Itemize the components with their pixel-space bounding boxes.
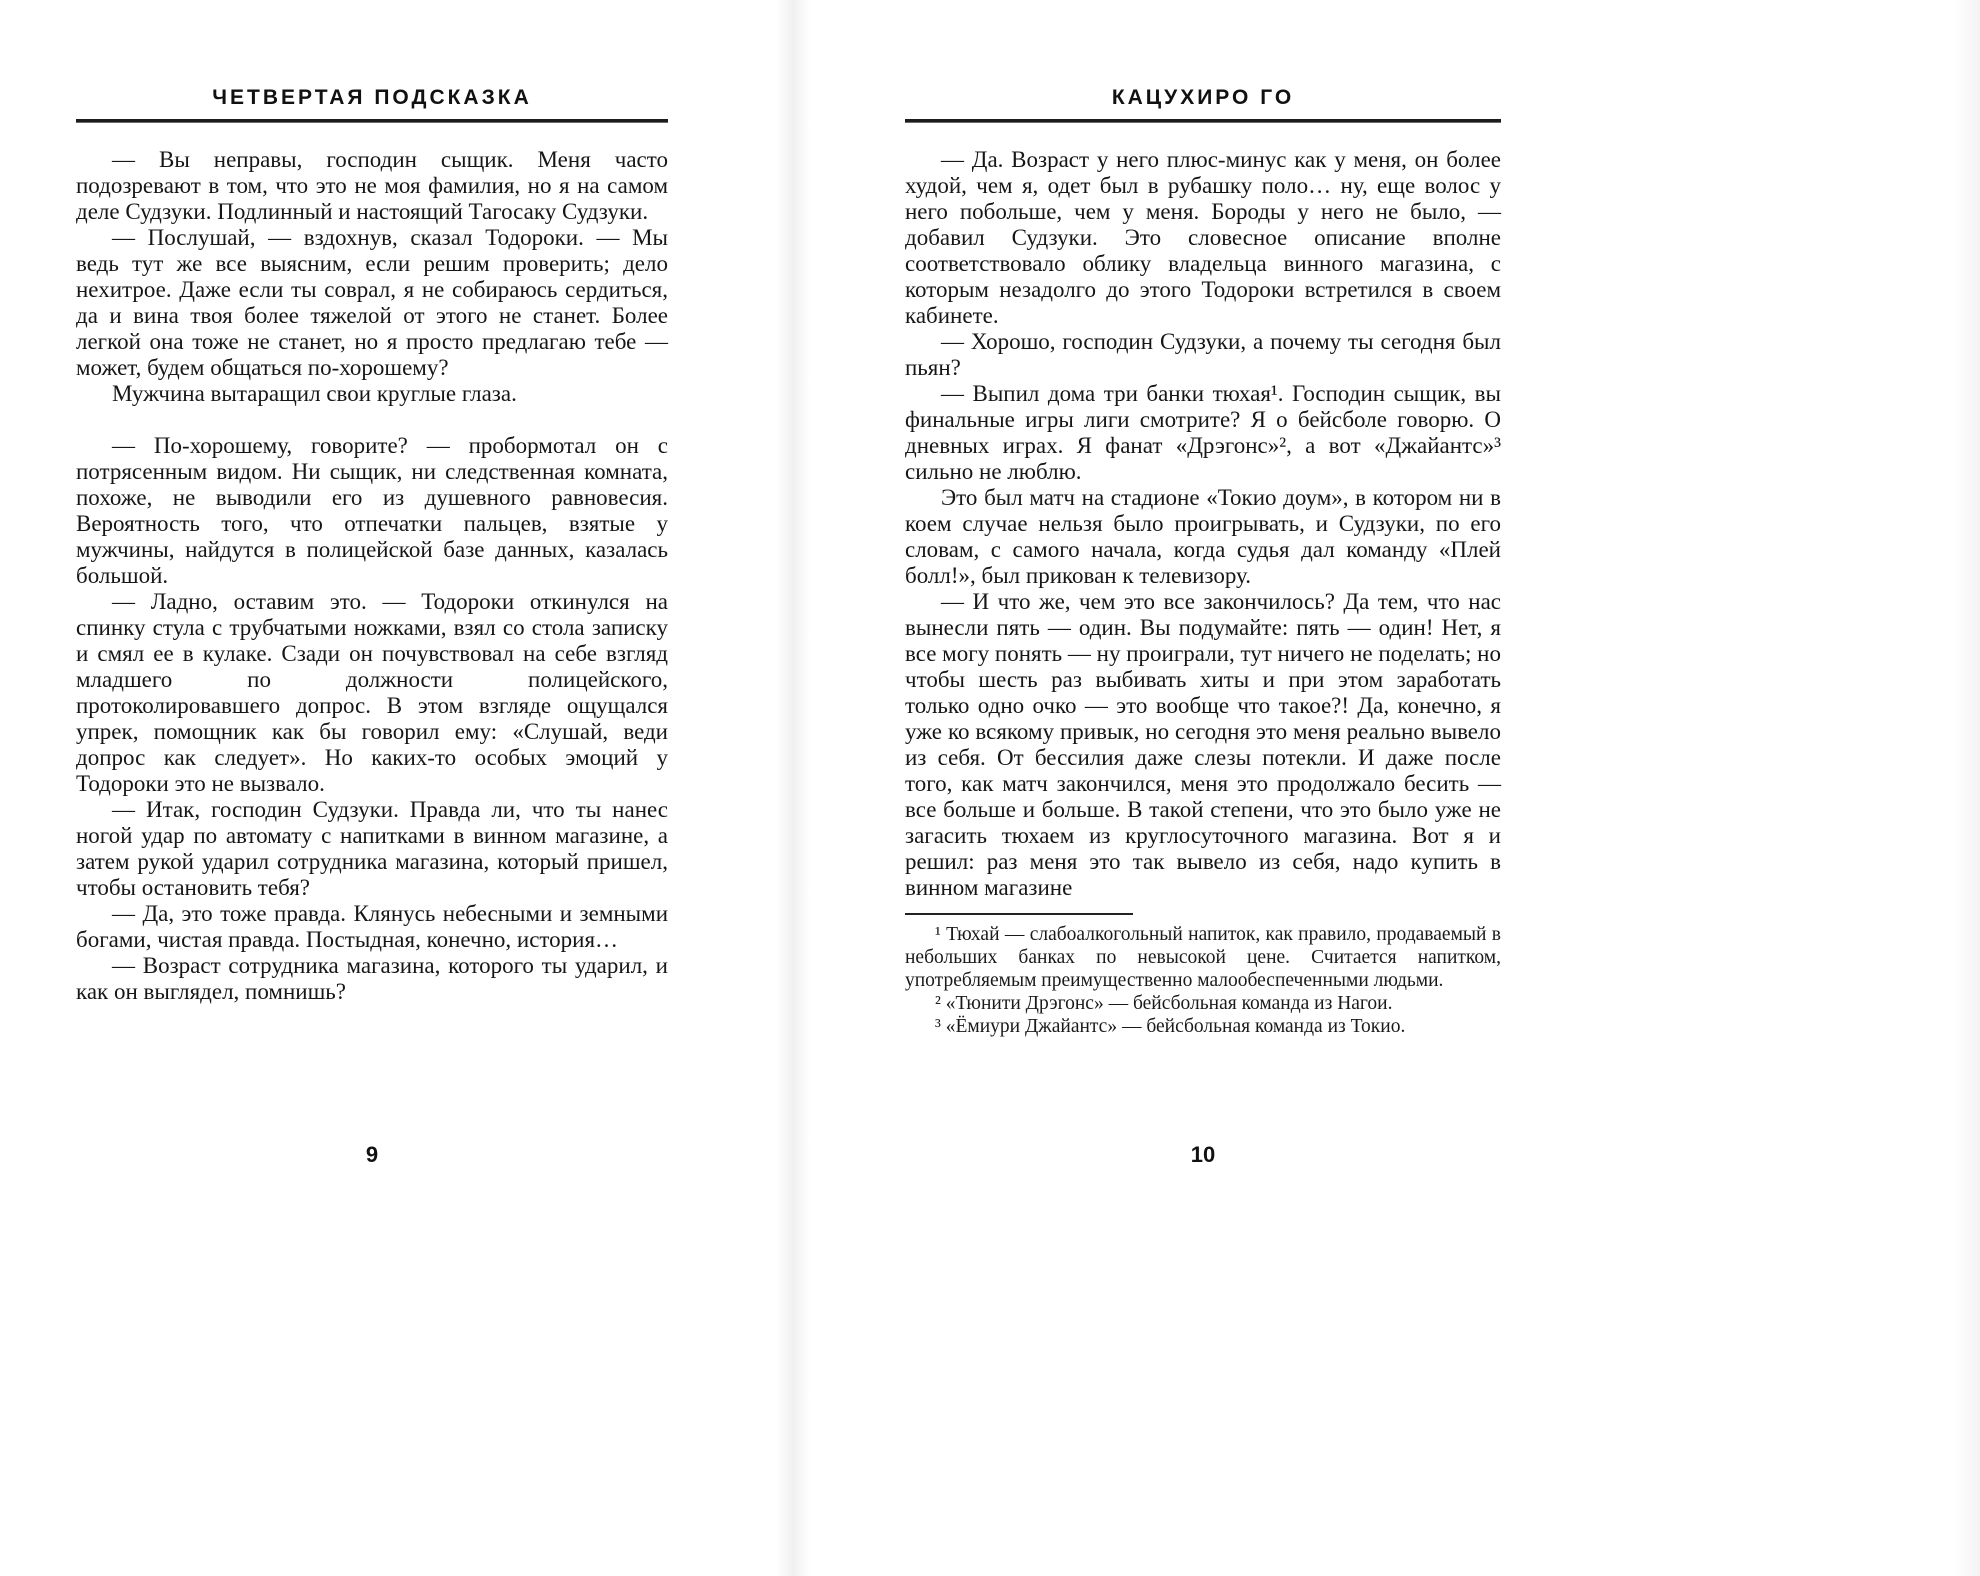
paragraph: — Да, это тоже правда. Клянусь небесными и земными богами, чистая правда. Постыдная, конечно, история…: [76, 901, 668, 952]
page-right-body: [905, 147, 1501, 901]
footnote: ¹ Тюхай — слабоалкогольный напиток, как правило, продаваемый в небольших банках по невысокой цене. Считается напитком, употребляемым преимущественно малообеспеченными людьми.: [905, 924, 1501, 991]
paragraph: Мужчина вытаращил свои круглые глаза.: [112, 381, 517, 406]
page-number-right: 10: [1190, 1142, 1216, 1167]
paragraph: — Ладно, оставим это. — Тодороки откинулся на спинку стула с трубчатыми ножками, взял со стола записку и смял ее в кулаке. Сзади он почувствовал на себе взгляд младшего по должности полицейского, протоколировавшего допрос. В этом взгляде ощущался упрек, помощник как бы говорил ему: «Слушай, веди допрос как следует». Но каких-то особых эмоций у Тодороки это не вызвало.: [76, 589, 668, 796]
footnote: ³ «Ёмиури Джайантс» — бейсбольная команда из Токио.: [935, 1016, 1406, 1037]
page-left-body: [76, 147, 668, 1005]
page-left: [76, 86, 668, 1005]
paragraph: — Хорошо, господин Судзуки, а почему ты сегодня был пьян?: [905, 329, 1501, 380]
running-header-left: ЧЕТВЕРТАЯ ПОДСКАЗКА: [212, 86, 532, 109]
paragraph: — Выпил дома три банки тюхая¹. Господин сыщик, вы финальные игры лиги смотрите? Я о бейсболе говорю. О дневных играх. Я фанат «Дрэгонс»², а вот «Джайантс»³ сильно не люблю.: [905, 381, 1501, 484]
footnote-separator: [905, 913, 1133, 915]
paragraph: — По-хорошему, говорите? — пробормотал он с потрясенным видом. Ни сыщик, ни следственная комната, похоже, не выводили его из душевного равновесия. Вероятность того, что отпечатки пальцев, взятые у мужчины, найдутся в полицейской базе данных, казалась большой.: [76, 433, 668, 588]
paragraph: — Послушай, — вздохнув, сказал Тодороки. — Мы ведь тут же все выясним, если решим проверить; дело нехитрое. Даже если ты соврал, я не собираюсь сердиться, да и вина твоя более тяжелой от этого не станет. Более легкой она тоже не станет, но я просто предлагаю тебе — может, будем общаться по-хорошему?: [76, 225, 668, 380]
page-edge-shadow: [1954, 0, 1980, 1576]
running-header-right: КАЦУХИРО ГО: [1111, 86, 1295, 109]
header-rule-right: [905, 119, 1501, 123]
header-rule-left: [76, 119, 668, 123]
page-number-left: 9: [365, 1142, 379, 1167]
footnote: ² «Тюнити Дрэгонс» — бейсбольная команда из Нагои.: [935, 993, 1393, 1014]
paragraph: — Вы неправы, господин сыщик. Меня часто подозревают в том, что это не моя фамилия, но я на самом деле Судзуки. Подлинный и настоящий Тагосаку Судзуки.: [76, 147, 668, 224]
paragraph: — И что же, чем это все закончилось? Да тем, что нас вынесли пять — один. Вы подумайте: пять — один! Нет, я все могу понять — ну проиграли, тут ничего не поделать; но чтобы шесть раз выбивать хиты и при этом заработать только одно очко — это вообще что такое?! Да, конечно, я уже ко всякому привык, но сегодня это меня реально вывело из себя. От бессилия даже слезы потекли. И даже после того, как матч закончился, меня это продолжало бесить — все больше и больше. В такой степени, что это было уже не загасить тюхаем из круглосуточного магазина. Вот я и решил: раз меня это так вывело из себя, надо купить в винном магазине: [905, 589, 1501, 900]
paragraph: — Да. Возраст у него плюс-минус как у меня, он более худой, чем я, одет был в рубашку поло… ну, еще волос у него побольше, чем у меня. Бороды у него не было, — добавил Судзуки. Это словесное описание вполне соответствовало облику владельца винного магазина, с которым незадолго до этого Тодороки встретился в своем кабинете.: [905, 147, 1501, 328]
paragraph: — Итак, господин Судзуки. Правда ли, что ты нанес ногой удар по автомату с напитками в винном магазине, а затем рукой ударил сотрудника магазина, который пришел, чтобы остановить тебя?: [76, 797, 668, 900]
page-fold-shadow: [776, 0, 810, 1576]
page-right: [905, 86, 1501, 1038]
paragraph: Это был матч на стадионе «Токио доум», в котором ни в коем случае нельзя было проигрывать, и Судзуки, по его словам, с самого начала, когда судья дал команду «Плей болл!», был прикован к телевизору.: [905, 485, 1501, 588]
paragraph: — Возраст сотрудника магазина, которого ты ударил, и как он выглядел, помнишь?: [76, 953, 668, 1004]
footnotes: [905, 923, 1501, 1038]
